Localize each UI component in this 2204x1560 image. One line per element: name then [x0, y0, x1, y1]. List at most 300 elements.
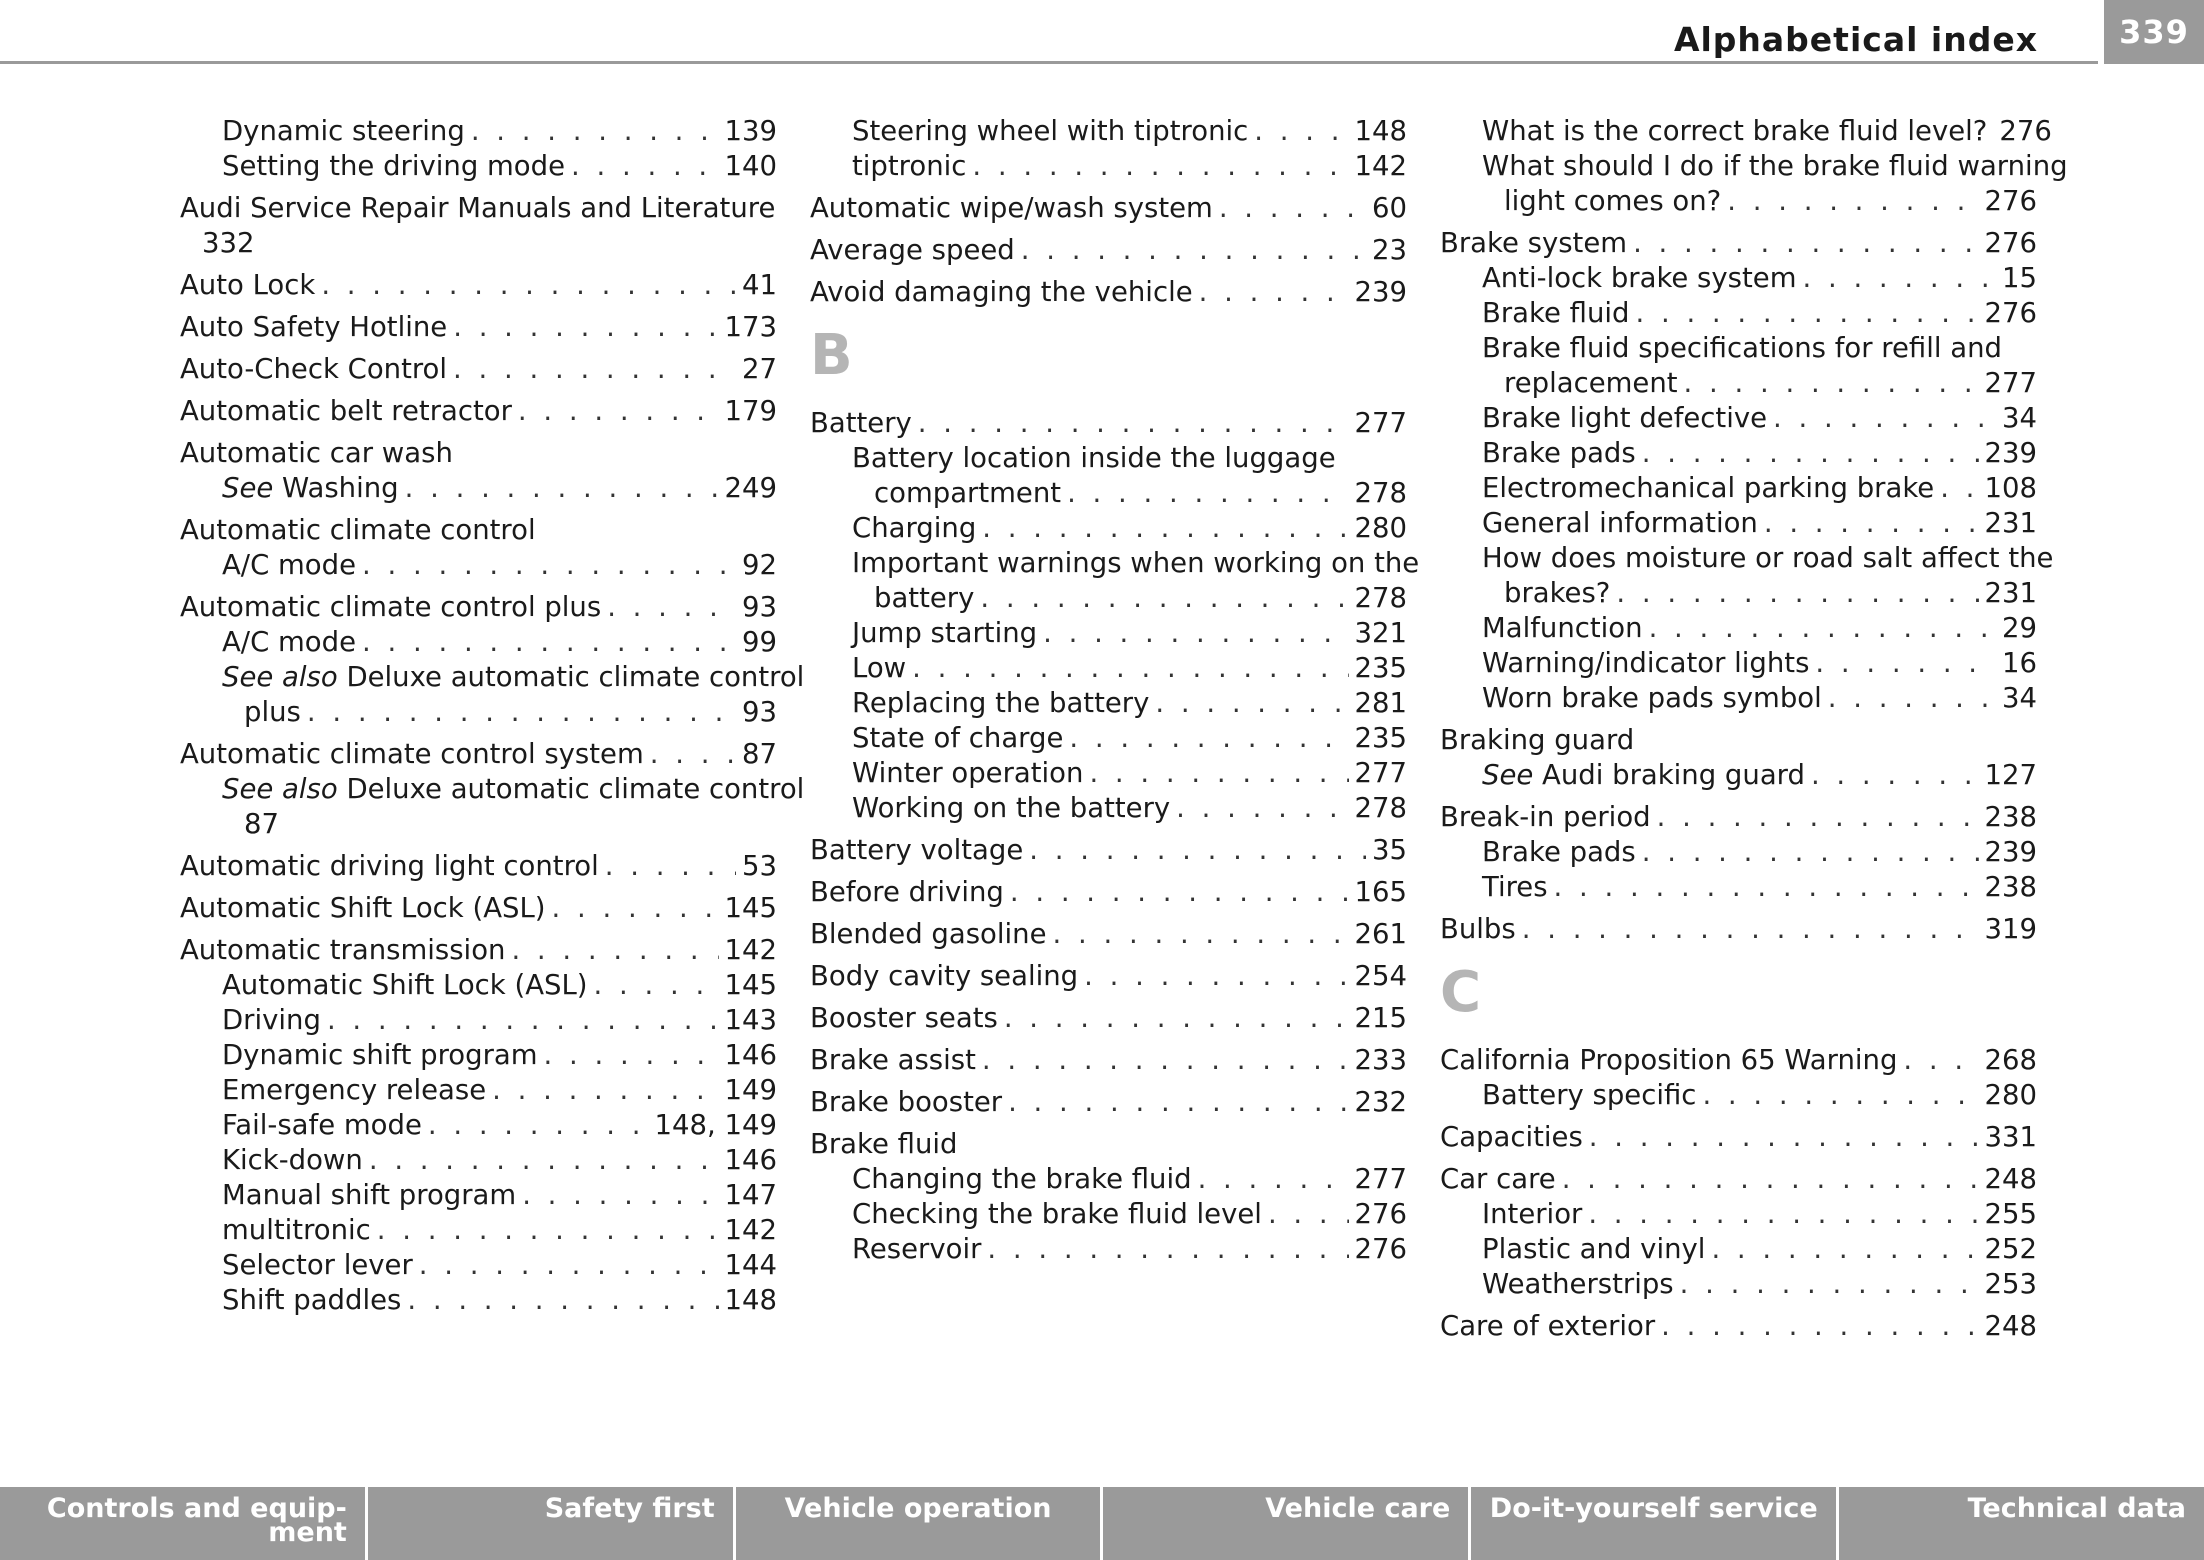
page-ref[interactable]: 331 [1984, 1121, 2037, 1153]
entry-line [852, 686, 1407, 721]
entry-term: Changing the brake fluid [852, 1163, 1192, 1195]
page-ref[interactable]: 23 [1372, 234, 1407, 266]
leader-dots [419, 1248, 719, 1283]
entry-line [1440, 912, 2037, 947]
page-ref[interactable]: 34 [2002, 402, 2037, 434]
leader-dots [1554, 870, 1979, 905]
page-ref[interactable]: 278 [1354, 477, 1407, 509]
entry-line [1482, 401, 2037, 436]
footer-tab-label: Technical data [1967, 1493, 2186, 1524]
footer-tab-label: Vehicle operation [784, 1493, 1052, 1524]
leader-dots [1828, 681, 1996, 716]
page-ref[interactable]: 255 [1984, 1198, 2037, 1230]
index-entry[interactable] [180, 394, 777, 429]
entry-term: Blended gasoline [810, 918, 1047, 950]
page-ref[interactable]: 233 [1354, 1044, 1407, 1076]
page-ref[interactable]: 280 [1354, 512, 1407, 544]
index-subentry[interactable] [1482, 331, 2037, 401]
index-subentry[interactable] [852, 441, 1407, 511]
entry-term: State of charge [852, 722, 1064, 754]
page-ref[interactable]: 238 [1984, 871, 2037, 903]
leader-dots [453, 352, 736, 387]
leader-dots [522, 1178, 718, 1213]
page-ref[interactable]: 41 [742, 269, 777, 301]
entry-line [810, 191, 1407, 226]
index-entry[interactable] [180, 436, 777, 471]
leader-dots [1562, 1162, 1979, 1197]
index-entry[interactable] [180, 268, 777, 303]
entry-line [1482, 541, 2054, 576]
index-entry[interactable] [810, 1043, 1407, 1078]
index-subentry[interactable] [1482, 261, 2037, 296]
entry-line [222, 968, 777, 1003]
see-reference: See [1482, 759, 1534, 791]
leader-dots [1219, 191, 1366, 226]
index-subentry[interactable] [852, 651, 1407, 686]
entry-line [180, 849, 777, 884]
page-ref[interactable]: 276 [1984, 227, 2037, 259]
page-ref[interactable]: 332 [202, 227, 255, 259]
page-ref[interactable]: 252 [1984, 1233, 2037, 1265]
index-subentry[interactable] [222, 1213, 777, 1248]
entry-term-cont: replacement [1504, 367, 1678, 399]
entry-term-cont: battery [874, 582, 975, 614]
index-entry[interactable] [1440, 912, 2037, 947]
index-subentry[interactable] [222, 1003, 777, 1038]
entry-line [810, 959, 1407, 994]
page-ref[interactable]: 276 [1984, 185, 2037, 217]
leader-dots [1010, 875, 1349, 910]
page-ref[interactable]: 15 [2002, 262, 2037, 294]
page-ref[interactable]: 34 [2002, 682, 2037, 714]
entry-line [222, 1213, 777, 1248]
footer-tab-care[interactable] [1100, 1487, 1468, 1560]
index-subentry[interactable] [852, 546, 1420, 616]
index-subentry[interactable] [222, 1108, 777, 1143]
page-ref[interactable]: 281 [1354, 687, 1407, 719]
page-ref[interactable]: 93 [742, 696, 777, 728]
page-ref[interactable]: 92 [742, 549, 777, 581]
entry-term: Before driving [810, 876, 1004, 908]
page-ref[interactable]: 277 [1354, 1163, 1407, 1195]
page-ref[interactable]: 239 [1984, 437, 2037, 469]
page-ref[interactable]: 277 [1354, 407, 1407, 439]
entry-line [1482, 1232, 2037, 1267]
leader-dots [1661, 1309, 1978, 1344]
page-title: Alphabetical index [1673, 20, 2038, 59]
entry-line [810, 233, 1407, 268]
entry-line [852, 651, 1407, 686]
entry-term: What should I do if the brake fluid warning [1482, 150, 2068, 182]
page-ref[interactable]: 277 [1984, 367, 2037, 399]
entry-term: Checking the brake fluid level [852, 1198, 1262, 1230]
footer-tab-diy[interactable] [1468, 1487, 1836, 1560]
page-ref[interactable]: 146 [724, 1144, 777, 1176]
page-ref[interactable]: 87 [244, 808, 279, 840]
entry-term: Kick-down [222, 1144, 363, 1176]
entry-line [180, 590, 777, 625]
page-ref[interactable]: 231 [1984, 507, 2037, 539]
page-ref[interactable]: 276 [1984, 297, 2037, 329]
page-ref[interactable]: 239 [1354, 276, 1407, 308]
entry-line [810, 875, 1407, 910]
leader-dots [605, 849, 736, 884]
entry-term: Important warnings when working on the [852, 547, 1420, 579]
entry-term: multitronic [222, 1214, 371, 1246]
entry-line [810, 833, 1407, 868]
leader-dots [369, 1143, 719, 1178]
index-subentry[interactable] [1482, 401, 2037, 436]
index-entry[interactable] [180, 513, 777, 548]
entry-term: Brake fluid [1482, 297, 1630, 329]
index-entry[interactable] [1440, 800, 2037, 835]
index-column-3 [1440, 114, 2068, 1344]
page-ref[interactable]: 165 [1354, 876, 1407, 908]
index-subentry[interactable] [1482, 296, 2037, 331]
page-ref[interactable]: 276 [1354, 1198, 1407, 1230]
index-entry[interactable] [810, 191, 1407, 226]
index-subentry[interactable] [222, 471, 777, 506]
entry-line [1482, 366, 2037, 401]
page-ref[interactable]: 148 [724, 1284, 777, 1316]
leader-dots [912, 651, 1348, 686]
index-subentry[interactable] [852, 791, 1407, 826]
entry-term: Charging [852, 512, 977, 544]
entry-line [810, 1001, 1407, 1036]
page-ref[interactable]: 35 [1372, 834, 1407, 866]
index-subentry[interactable] [222, 548, 777, 583]
footer-tab-label: Controls and equip- ment [46, 1493, 347, 1548]
leader-dots [405, 471, 719, 506]
entry-line [810, 275, 1407, 310]
entry-line [1482, 184, 2037, 219]
index-subentry[interactable] [222, 149, 777, 184]
index-subentry[interactable] [852, 114, 1407, 149]
entry-line [222, 1178, 777, 1213]
entry-term: Dynamic steering [222, 115, 465, 147]
index-entry[interactable] [180, 352, 777, 387]
entry-line [1440, 723, 2037, 758]
entry-line [1482, 436, 2037, 471]
index-subentry[interactable] [852, 149, 1407, 184]
index-entry[interactable] [810, 233, 1407, 268]
entry-term: Deluxe automatic climate control [346, 773, 805, 805]
index-entry[interactable] [810, 1001, 1407, 1036]
entry-term: Replacing the battery [852, 687, 1150, 719]
leader-dots [1008, 1085, 1348, 1120]
entry-term: Malfunction [1482, 612, 1643, 644]
footer-tab-safety[interactable] [365, 1487, 733, 1560]
leader-dots [511, 933, 718, 968]
index-subentry[interactable] [222, 660, 805, 730]
page-ref[interactable]: 319 [1984, 913, 2037, 945]
entry-line [222, 1038, 777, 1073]
index-subentry[interactable] [222, 1248, 777, 1283]
index-subentry[interactable] [1482, 681, 2037, 716]
index-subentry[interactable] [222, 114, 777, 149]
leader-dots [918, 406, 1349, 441]
index-entry[interactable] [180, 891, 777, 926]
entry-term: Auto Safety Hotline [180, 311, 448, 343]
index-subentry[interactable] [1482, 541, 2054, 611]
page-ref[interactable]: 261 [1354, 918, 1407, 950]
index-subentry[interactable] [1482, 835, 2037, 870]
index-subentry[interactable] [1482, 506, 2037, 541]
page-ref[interactable]: 143 [724, 1004, 777, 1036]
page-ref[interactable]: 145 [724, 892, 777, 924]
page-ref[interactable]: 145 [724, 969, 777, 1001]
page-ref[interactable]: 248 [1984, 1310, 2037, 1342]
index-subentry[interactable] [852, 616, 1407, 651]
index-subentry[interactable] [1482, 611, 2037, 646]
page-ref[interactable]: 93 [742, 591, 777, 623]
index-subentry[interactable] [1482, 1232, 2037, 1267]
index-subentry[interactable] [1482, 758, 2037, 793]
index-entry[interactable] [810, 833, 1407, 868]
entry-term: Battery voltage [810, 834, 1024, 866]
leader-dots [1084, 959, 1348, 994]
page-ref[interactable]: 276 [1999, 115, 2052, 147]
page-ref[interactable]: 140 [724, 150, 777, 182]
index-entry[interactable] [180, 737, 777, 772]
index-subentry[interactable] [222, 772, 805, 842]
entry-line [852, 1162, 1407, 1197]
entry-term: A/C mode [222, 626, 357, 658]
entry-line [222, 471, 777, 506]
entry-line [1482, 758, 2037, 793]
index-subentry[interactable] [1482, 471, 2037, 506]
leader-dots [407, 1283, 718, 1318]
page-ref[interactable]: 238 [1984, 801, 2037, 833]
entry-term: Selector lever [222, 1249, 413, 1281]
page-ref[interactable]: 27 [742, 353, 777, 385]
page-ref[interactable]: 239 [1984, 836, 2037, 868]
index-subentry[interactable] [852, 1197, 1407, 1232]
index-entry[interactable] [810, 959, 1407, 994]
page-ref[interactable]: 148, 149 [654, 1109, 777, 1141]
footer-tab-controls[interactable] [0, 1487, 365, 1560]
page-ref[interactable]: 276 [1354, 1233, 1407, 1265]
index-subentry[interactable] [1482, 1197, 2037, 1232]
page-ref[interactable]: 16 [2002, 647, 2037, 679]
page-ref[interactable]: 278 [1354, 792, 1407, 824]
index-subentry[interactable] [1482, 436, 2037, 471]
index-entry[interactable] [810, 275, 1407, 310]
entry-term: Weatherstrips [1482, 1268, 1674, 1300]
page-ref[interactable]: 29 [2002, 612, 2037, 644]
index-subentry[interactable] [222, 625, 777, 660]
entry-line [852, 791, 1407, 826]
entry-line [222, 149, 777, 184]
index-entry[interactable] [180, 933, 777, 968]
entry-line [1482, 646, 2037, 681]
entry-line [180, 513, 777, 548]
see-reference: See also [222, 773, 338, 805]
index-subentry[interactable] [852, 1232, 1407, 1267]
footer-tab-label: Vehicle care [1265, 1493, 1451, 1524]
index-subentry[interactable] [852, 756, 1407, 791]
entry-line [1482, 576, 2037, 611]
page-ref[interactable]: 99 [742, 626, 777, 658]
index-entry[interactable] [180, 590, 777, 625]
leader-dots [594, 968, 719, 1003]
entry-term: Brake booster [810, 1086, 1003, 1118]
footer-tab-technical[interactable] [1836, 1487, 2204, 1560]
entry-term: Automatic Shift Lock (ASL) [222, 969, 588, 1001]
index-subentry[interactable] [222, 968, 777, 1003]
leader-dots [1043, 616, 1348, 651]
entry-line [1440, 1309, 2037, 1344]
index-subentry[interactable] [222, 1178, 777, 1213]
page-ref[interactable]: 148 [1354, 115, 1407, 147]
index-subentry[interactable] [222, 1073, 777, 1108]
entry-line [222, 695, 777, 730]
page-ref[interactable]: 142 [724, 1214, 777, 1246]
leader-dots [362, 625, 736, 660]
index-entry[interactable] [810, 406, 1407, 441]
page-ref[interactable]: 179 [724, 395, 777, 427]
index-subentry[interactable] [852, 686, 1407, 721]
index-entry[interactable] [810, 875, 1407, 910]
page-ref[interactable]: 87 [742, 738, 777, 770]
page-ref[interactable]: 278 [1354, 582, 1407, 614]
entry-line [810, 406, 1407, 441]
index-entry[interactable] [180, 191, 777, 261]
index-entry[interactable] [810, 917, 1407, 952]
page-ref[interactable]: 108 [1984, 472, 2037, 504]
page-ref[interactable]: 139 [724, 115, 777, 147]
entry-term: Brake light defective [1482, 402, 1768, 434]
index-subentry[interactable] [1482, 1267, 2037, 1302]
entry-term: Brake system [1440, 227, 1628, 259]
entry-line [180, 352, 777, 387]
entry-term: Body cavity sealing [810, 960, 1079, 992]
leader-dots [1198, 1162, 1349, 1197]
footer-tab-operation[interactable] [733, 1487, 1101, 1560]
index-entry[interactable] [1440, 723, 2037, 758]
index-entry[interactable] [1440, 1120, 2037, 1155]
page-ref[interactable]: 144 [724, 1249, 777, 1281]
entry-term: Care of exterior [1440, 1310, 1656, 1342]
page-ref[interactable]: 280 [1984, 1079, 2037, 1111]
page-ref[interactable]: 142 [1354, 150, 1407, 182]
entry-line [810, 1085, 1407, 1120]
page-ref[interactable]: 254 [1354, 960, 1407, 992]
page-ref[interactable]: 53 [742, 850, 777, 882]
page-ref[interactable]: 215 [1354, 1002, 1407, 1034]
page-ref[interactable]: 277 [1354, 757, 1407, 789]
index-entry[interactable] [1440, 1043, 2037, 1078]
entry-line [1482, 506, 2037, 541]
header-rule [0, 61, 2098, 64]
entry-line [1440, 1120, 2037, 1155]
page-ref[interactable]: 173 [724, 311, 777, 343]
leader-dots [1089, 756, 1348, 791]
entry-term: Setting the driving mode [222, 150, 566, 182]
index-subentry[interactable] [222, 1283, 777, 1318]
index-subentry[interactable] [852, 511, 1407, 546]
index-entry[interactable] [810, 1085, 1407, 1120]
entry-line [180, 268, 777, 303]
entry-line [852, 511, 1407, 546]
index-entry[interactable] [180, 849, 777, 884]
entry-term: Automatic climate control plus [180, 591, 602, 623]
entry-line [180, 436, 777, 471]
entry-line [852, 721, 1407, 756]
page-ref[interactable]: 248 [1984, 1163, 2037, 1195]
page-ref[interactable]: 235 [1354, 652, 1407, 684]
page-ref[interactable]: 321 [1354, 617, 1407, 649]
index-subentry[interactable] [1482, 114, 2052, 149]
leader-dots [972, 149, 1348, 184]
leader-dots [1657, 800, 1979, 835]
entry-line [222, 548, 777, 583]
index-subentry[interactable] [222, 1143, 777, 1178]
index-entry[interactable] [1440, 226, 2037, 261]
index-subentry[interactable] [852, 721, 1407, 756]
page-ref[interactable]: 142 [724, 934, 777, 966]
entry-line [180, 891, 777, 926]
entry-term: Interior [1482, 1198, 1583, 1230]
index-subentry[interactable] [1482, 1078, 2037, 1113]
index-subentry[interactable] [1482, 149, 2068, 219]
page-ref[interactable]: 147 [724, 1179, 777, 1211]
entry-term: Booster seats [810, 1002, 998, 1034]
entry-line [180, 737, 777, 772]
leader-dots [1067, 476, 1348, 511]
leader-dots [1811, 758, 1979, 793]
footer-tab-label: Do-it-yourself service [1489, 1493, 1818, 1524]
page-ref[interactable]: 249 [724, 472, 777, 504]
entry-line [1482, 681, 2037, 716]
entry-term: Deluxe automatic climate control [346, 661, 805, 693]
entry-term: Automatic transmission [180, 934, 506, 966]
entry-term-cont: compartment [874, 477, 1062, 509]
entry-line [222, 625, 777, 660]
leader-dots [307, 695, 736, 730]
leader-dots [1021, 233, 1366, 268]
page-ref[interactable]: 232 [1354, 1086, 1407, 1118]
entry-line [180, 191, 777, 226]
page-ref[interactable]: 253 [1984, 1268, 2037, 1300]
page-ref[interactable]: 149 [724, 1074, 777, 1106]
page-ref[interactable]: 146 [724, 1039, 777, 1071]
leader-dots [1254, 114, 1348, 149]
page-ref[interactable]: 60 [1372, 192, 1407, 224]
index-entry[interactable] [810, 1127, 1407, 1162]
page-ref[interactable]: 231 [1984, 577, 2037, 609]
page-ref[interactable]: 127 [1984, 759, 2037, 791]
entry-line [222, 807, 777, 842]
index-subentry[interactable] [1482, 646, 2037, 681]
entry-line [1440, 1162, 2037, 1197]
index-subentry[interactable] [852, 1162, 1407, 1197]
entry-term: Car care [1440, 1163, 1556, 1195]
index-subentry[interactable] [1482, 870, 2037, 905]
index-entry[interactable] [1440, 1162, 2037, 1197]
index-subentry[interactable] [222, 1038, 777, 1073]
index-entry[interactable] [1440, 1309, 2037, 1344]
page-ref[interactable]: 268 [1984, 1044, 2037, 1076]
page-ref[interactable]: 235 [1354, 722, 1407, 754]
see-reference: See also [222, 661, 338, 693]
leader-dots [1702, 1078, 1978, 1113]
entry-line [1482, 870, 2037, 905]
index-entry[interactable] [180, 310, 777, 345]
leader-dots [980, 581, 1348, 616]
entry-term: Warning/indicator lights [1482, 647, 1810, 679]
entry-term: Automatic climate control [180, 514, 536, 546]
